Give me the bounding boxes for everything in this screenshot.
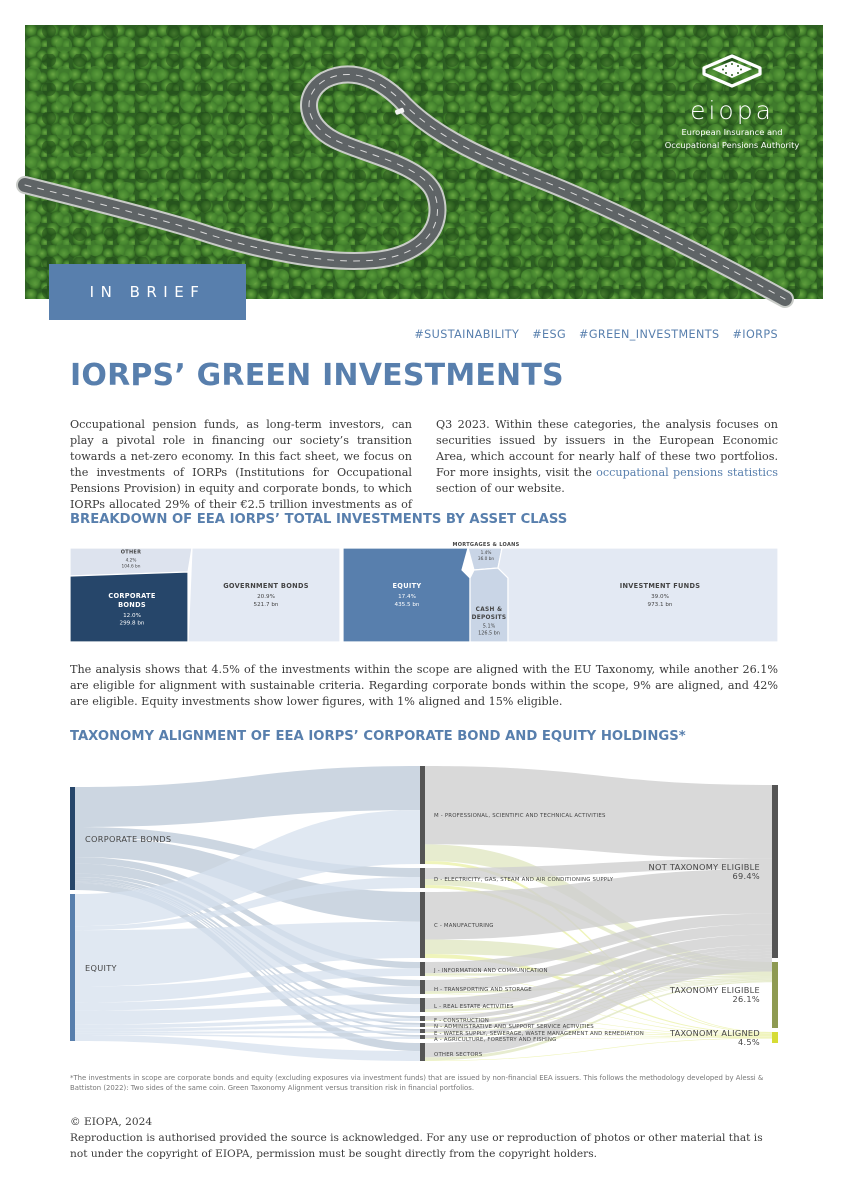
reproduction-notice: Reproduction is authorised provided the source is acknowledged. For any use or reproduction of photos or other material that is not under the copyright of EIOPA, permission must be sought directly from the copyright holders. [70,1132,763,1160]
treemap-amount-cash-deposits: 126.5 bn [478,630,500,637]
treemap-pct-mortgages-loans: 1.4% [480,550,492,556]
asset-class-treemap [70,542,778,644]
sankey-node-sector-3 [420,892,425,958]
sankey-label-sector-7: F - CONSTRUCTION [434,1018,490,1024]
tag-esg[interactable]: #ESG [532,328,567,341]
sankey-node-equity [70,894,75,1041]
sankey-node-sector-5 [420,980,425,994]
hashtags [405,328,778,341]
treemap-label-corporate-bonds: CORPORATE [108,592,156,600]
sankey-node-sector-8 [420,1023,425,1027]
sankey-label-taxonomy-aligned: TAXONOMY ALIGNED [669,1028,760,1038]
footnote: *The investments in scope are corporate bonds and equity (excluding exposures via investment funds) that are issued by non-financial EEA issuers. This follows the methodology developed by Alessi & Battiston (2022): Two sides of the same coin. Green Taxonomy Alignment versus transition risk in financial portfolios. [70,1074,764,1092]
logo-wordmark: eiopa [690,96,774,125]
sankey-node-sector-4 [420,962,425,976]
treemap-label-equity: EQUITY [392,582,422,590]
treemap-pct-cash-deposits: 5.1% [482,623,496,630]
sankey-label-sector-11: OTHER SECTORS [434,1052,483,1058]
sankey-pct-taxonomy-aligned: 4.5% [737,1037,760,1047]
occupational-pensions-statistics-link[interactable]: occupational pensions statistics [596,466,778,480]
sankey-node-taxonomy-aligned [772,1032,778,1043]
sankey-label-sector-4: J - INFORMATION AND COMMUNICATION [434,968,548,974]
treemap-amount-government-bonds: 521.7 bn [253,601,279,608]
tag-iorps[interactable]: #IORPS [732,328,778,341]
treemap-label-mortgages-loans: MORTGAGES & LOANS [452,542,520,548]
page-title: IORPS’ GREEN INVESTMENTS [70,358,564,393]
sankey-node-sector-10 [420,1035,425,1039]
copyright-block [70,1114,782,1162]
treemap-pct-government-bonds: 20.9% [257,593,275,600]
tag-green-investments[interactable]: #GREEN_INVESTMENTS [579,328,720,341]
sankey-node-sector-2 [420,868,425,888]
treemap-label-government-bonds: GOVERNMENT BONDS [223,582,309,590]
sankey-label-sector-5: H - TRANSPORTING AND STORAGE [434,987,532,993]
logo-subtitle-line2: Occupational Pensions Authority [664,140,800,150]
sankey-node-not-taxonomy-eligible [772,785,778,958]
sankey-node-sector-1 [420,766,425,864]
sankey-pct-taxonomy-eligible: 26.1% [732,994,760,1004]
copyright-line: © EIOPA, 2024 [70,1116,153,1128]
treemap-pct-corporate-bonds: 12.0% [123,612,141,619]
logo-subtitle-line1: European Insurance and [681,127,783,137]
sankey-node-taxonomy-eligible [772,962,778,1028]
analysis-paragraph: The analysis shows that 4.5% of the investments within the scope are aligned with the EU Taxonomy, while another 26.1% are eligible for alignment with sustainable criteria. Regarding corporate bonds within the scope, 9% are aligned, and 42% are eligible. Equity investments show lower figures, with 1% aligned and 15% eligible. [70,663,778,709]
sankey-label-sector-8: N - ADMINISTRATIVE AND SUPPORT SERVICE ACTIVITIES [434,1024,594,1030]
sankey-label-sector-9: E - WATER SUPPLY, SEWERAGE, WASTE MANAGEMENT AND REMEDIATION [434,1031,644,1037]
sankey-label-sector-2: D - ELECTRICITY, GAS, STEAM AND AIR CONDITIONING SUPPLY [434,877,614,883]
treemap-pct-investment-funds: 39.0% [651,593,669,600]
treemap-label-corporate-bonds-1: BONDS [118,600,146,609]
taxonomy-sankey [70,760,782,1070]
sankey-label-taxonomy-eligible: TAXONOMY ELIGIBLE [669,985,760,995]
eiopa-logo[interactable] [662,52,802,151]
treemap-amount-investment-funds: 973.1 bn [647,601,673,608]
sankey-node-corporate-bonds [70,787,75,890]
sankey-label-sector-1: M - PROFESSIONAL, SCIENTIFIC AND TECHNICAL ACTIVITIES [434,813,606,819]
sankey-node-sector-7 [420,1016,425,1021]
sankey-pct-not-taxonomy-eligible: 69.4% [732,871,760,881]
eiopa-logo-icon [694,52,770,90]
sankey-label-equity: EQUITY [85,963,117,973]
sankey-label-corporate-bonds: CORPORATE BONDS [85,834,172,844]
section1-title: BREAKDOWN OF EEA IORPS’ TOTAL INVESTMENTS BY ASSET CLASS [70,512,568,527]
treemap-amount-mortgages-loans: 36.0 bn [477,556,495,562]
sankey-label-sector-6: L - REAL ESTATE ACTIVITIES [434,1004,514,1010]
tag-sustainability[interactable]: #SUSTAINABILITY [414,328,520,341]
sankey-label-not-taxonomy-eligible: NOT TAXONOMY ELIGIBLE [648,862,760,872]
sankey-node-sector-11 [420,1043,425,1061]
intro-part2: section of our website. [436,482,565,496]
treemap-amount-corporate-bonds: 299.8 bn [119,620,145,627]
sankey-label-sector-10: A - AGRICULTURE, FORESTRY AND FISHING [434,1037,557,1043]
intro-part1: Occupational pension funds, as long-term investors, can play a pivotal role in financing our society’s transition towards a net-zero economy. In this fact sheet, we focus on the investments of IORPs (Institutions for Occupational Pensions Provision) in equity and corporate bonds, to which IORPs allocated 29% of their €2.5 trillion investments as of Q3 2023. Within these categories, the analysis focuses on securities issued by issuers in the European Economic Area, which account for nearly half of these two portfolios. For more insights, visit the [70,418,778,512]
treemap-cell-investment-funds [498,548,778,642]
sankey-node-sector-6 [420,998,425,1012]
treemap-amount-equity: 435.5 bn [394,601,420,608]
treemap-label-cash-deposits-1: DEPOSITS [471,614,507,621]
treemap-label-other: OTHER [120,549,142,556]
in-brief-badge: IN BRIEF [49,264,246,320]
treemap-pct-other: 4.2% [125,558,137,564]
treemap-pct-equity: 17.4% [398,593,416,600]
intro-text [70,417,778,514]
section2-title: TAXONOMY ALIGNMENT OF EEA IORPS’ CORPORATE BOND AND EQUITY HOLDINGS* [70,729,686,744]
treemap-label-cash-deposits: CASH & [475,607,503,613]
sankey-label-sector-3: C - MANUFACTURING [434,923,494,929]
sankey-node-sector-9 [420,1029,425,1033]
treemap-amount-other: 104.6 bn [121,564,141,570]
treemap-label-investment-funds: INVESTMENT FUNDS [619,582,701,590]
